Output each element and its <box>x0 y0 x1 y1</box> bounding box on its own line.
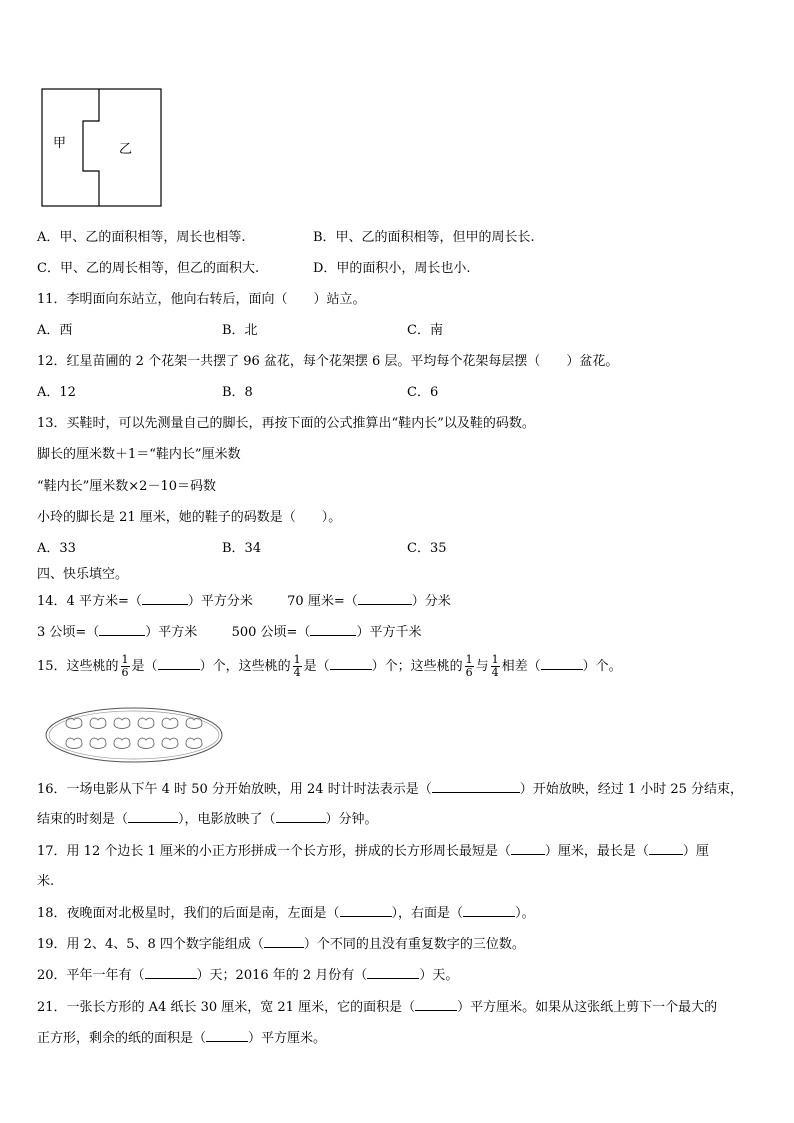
fraction-one-sixth <box>465 654 474 679</box>
q20-blank-2[interactable] <box>367 966 419 979</box>
q13-option-b: B．34 <box>222 541 262 556</box>
q21-line-1 <box>37 998 717 1017</box>
q14-part-4-suffix: ）平方千米 <box>356 625 422 640</box>
q12-option-c: C．6 <box>407 385 439 400</box>
q19-line <box>37 935 525 954</box>
q13-stem: 13．买鞋时，可以先测量自己的脚长，再按下面的公式推算出“鞋内长”以及鞋的码数。 <box>37 416 535 431</box>
q15-blank-1[interactable] <box>158 657 200 670</box>
q10-option-b: B．甲、乙的面积相等，但甲的周长长. <box>313 230 535 245</box>
q16-blank-2[interactable] <box>128 810 178 823</box>
q16-text-4: ），电影放映了（ <box>178 812 276 827</box>
q13-option-a: A．33 <box>37 541 76 556</box>
q18-blank-2[interactable] <box>463 904 515 917</box>
fraction-numerator: 1 <box>465 653 473 666</box>
q15-line <box>37 652 622 682</box>
q21-text-1: 21．一张长方形的 A4 纸长 30 厘米，宽 21 厘米，它的面积是（ <box>37 1000 416 1015</box>
q21-text-2: ）平方厘米。如果从这张纸上剪下一个最大的 <box>457 1000 718 1015</box>
label-yi: 乙 <box>119 142 133 157</box>
q20-line <box>37 966 458 985</box>
q13-option-c: C．35 <box>407 541 447 556</box>
q11-option-c: C．南 <box>407 323 443 338</box>
q14-part-4-prefix: 500 公顷=（ <box>231 625 311 640</box>
q16-line-2 <box>37 810 378 829</box>
q17-text-2: ）厘米，最长是（ <box>544 844 649 859</box>
fraction-denominator: 4 <box>293 666 301 679</box>
q21-line-2 <box>37 1029 326 1048</box>
q17-line-2: 米. <box>37 874 55 889</box>
peach-icon <box>90 738 106 748</box>
peach-icon <box>138 718 154 728</box>
q14-part-3-prefix: 3 公顷=（ <box>37 625 100 640</box>
q21-text-4: ）平方厘米。 <box>248 1031 327 1046</box>
q13-question: 小玲的脚长是 21 厘米，她的鞋子的码数是（ ）。 <box>37 510 342 525</box>
q16-blank-3[interactable] <box>276 810 326 823</box>
peach-icon <box>138 738 154 748</box>
q18-blank-1[interactable] <box>340 904 392 917</box>
q19-blank-1[interactable] <box>264 935 304 948</box>
q17-text-3: ）厘 <box>682 844 709 859</box>
fraction-numerator: 1 <box>491 653 499 666</box>
q16-text-5: ）分钟。 <box>325 812 378 827</box>
q14-blank-2[interactable] <box>358 592 412 605</box>
q14-line-2 <box>37 623 421 642</box>
q16-text-1: 16．一场电影从下午 4 时 50 分开始放映，用 24 时计时法表示是（ <box>37 782 432 797</box>
q15-text-2: 是（ <box>131 659 158 674</box>
q20-text-2: ）天；2016 年的 2 月份有（ <box>196 968 368 983</box>
q17-blank-1[interactable] <box>511 842 545 855</box>
q11-option-a: A．西 <box>37 323 73 338</box>
q14-line-1 <box>37 592 451 611</box>
q14-part-1-prefix: 14．4 平方米=（ <box>37 594 142 609</box>
fraction-one-sixth <box>121 654 130 679</box>
q15-text-4: 是（ <box>303 659 330 674</box>
q15-blank-2[interactable] <box>330 657 372 670</box>
peach-icon <box>114 738 130 748</box>
q11-stem: 11．李明面向东站立，他向右转后，面向（ ）站立。 <box>37 292 366 307</box>
fraction-denominator: 6 <box>465 666 473 679</box>
q18-text-1: 18．夜晚面对北极星时，我们的后面是南，左面是（ <box>37 906 340 921</box>
q17-blank-2[interactable] <box>649 842 683 855</box>
q10-option-a: A．甲、乙的面积相等，周长也相等. <box>37 230 246 245</box>
peach-icon <box>114 718 130 728</box>
q12-stem: 12．红星苗圃的 2 个花架一共摆了 96 盆花，每个花架摆 6 层。平均每个花架每层摆（ ）盆花。 <box>37 354 619 369</box>
peach-figure <box>44 706 224 764</box>
q14-part-1-suffix: ）平方分米 <box>187 594 253 609</box>
section-heading: 四、快乐填空。 <box>37 567 129 582</box>
q15-text-8: ）个。 <box>582 659 622 674</box>
q17-text-1: 17．用 12 个边长 1 厘米的小正方形拼成一个长方形，拼成的长方形周长最短是（ <box>37 844 511 859</box>
peach-icon <box>186 738 202 748</box>
q18-text-2: ），右面是（ <box>391 906 464 921</box>
fraction-denominator: 6 <box>121 666 129 679</box>
q14-part-3-suffix: ）平方米 <box>145 625 198 640</box>
q20-text-3: ）天。 <box>419 968 459 983</box>
q15-text-1: 15．这些桃的 <box>37 659 119 674</box>
q16-blank-1[interactable] <box>432 780 520 793</box>
q14-part-2-suffix: ）分米 <box>411 594 451 609</box>
q20-text-1: 20．平年一年有（ <box>37 968 145 983</box>
peach-icon <box>162 738 178 748</box>
q14-blank-1[interactable] <box>142 592 188 605</box>
q20-blank-1[interactable] <box>145 966 197 979</box>
q14-part-2-prefix: 70 厘米=（ <box>287 594 358 609</box>
q12-option-a: A．12 <box>37 385 76 400</box>
q10-option-c: C．甲、乙的周长相等，但乙的面积大. <box>37 261 260 276</box>
fraction-numerator: 1 <box>121 653 129 666</box>
fraction-one-fourth <box>491 654 500 679</box>
q21-blank-2[interactable] <box>206 1029 248 1042</box>
q18-text-3: ）。 <box>515 906 535 921</box>
peach-icon <box>162 718 178 728</box>
peach-icon <box>90 718 106 728</box>
q19-text-1: 19．用 2、4、5、8 四个数字能组成（ <box>37 937 264 952</box>
q16-text-2: ）开始放映，经过 1 小时 25 分结束， <box>519 782 744 797</box>
q21-blank-1[interactable] <box>415 998 457 1011</box>
fraction-one-fourth <box>293 654 302 679</box>
q13-formula-1: 脚长的厘米数＋1＝“鞋内长”厘米数 <box>37 447 241 462</box>
fraction-numerator: 1 <box>293 653 301 666</box>
peach-icon <box>66 738 82 748</box>
q17-line-1 <box>37 842 709 861</box>
q14-blank-4[interactable] <box>310 623 356 636</box>
q10-option-d: D．甲的面积小，周长也小. <box>313 261 471 276</box>
fraction-denominator: 4 <box>491 666 499 679</box>
q21-text-3: 正方形，剩余的纸的面积是（ <box>37 1031 207 1046</box>
label-jia: 甲 <box>53 136 67 151</box>
q13-formula-2: “鞋内长”厘米数×2－10＝码数 <box>37 479 216 494</box>
jia-yi-figure <box>41 88 163 208</box>
q15-text-7: 相差（ <box>501 659 541 674</box>
q18-line <box>37 904 535 923</box>
q16-text-3: 结束的时刻是（ <box>37 812 129 827</box>
q15-text-3: ）个，这些桃的 <box>199 659 291 674</box>
q16-line-1 <box>37 780 743 799</box>
q12-option-b: B．8 <box>222 385 253 400</box>
q19-text-2: ）个不同的且没有重复数字的三位数。 <box>303 937 525 952</box>
q14-blank-3[interactable] <box>99 623 145 636</box>
q15-blank-3[interactable] <box>541 657 583 670</box>
q15-text-5: ）个；这些桃的 <box>371 659 463 674</box>
q11-option-b: B．北 <box>222 323 258 338</box>
q15-text-6: 与 <box>475 659 489 674</box>
